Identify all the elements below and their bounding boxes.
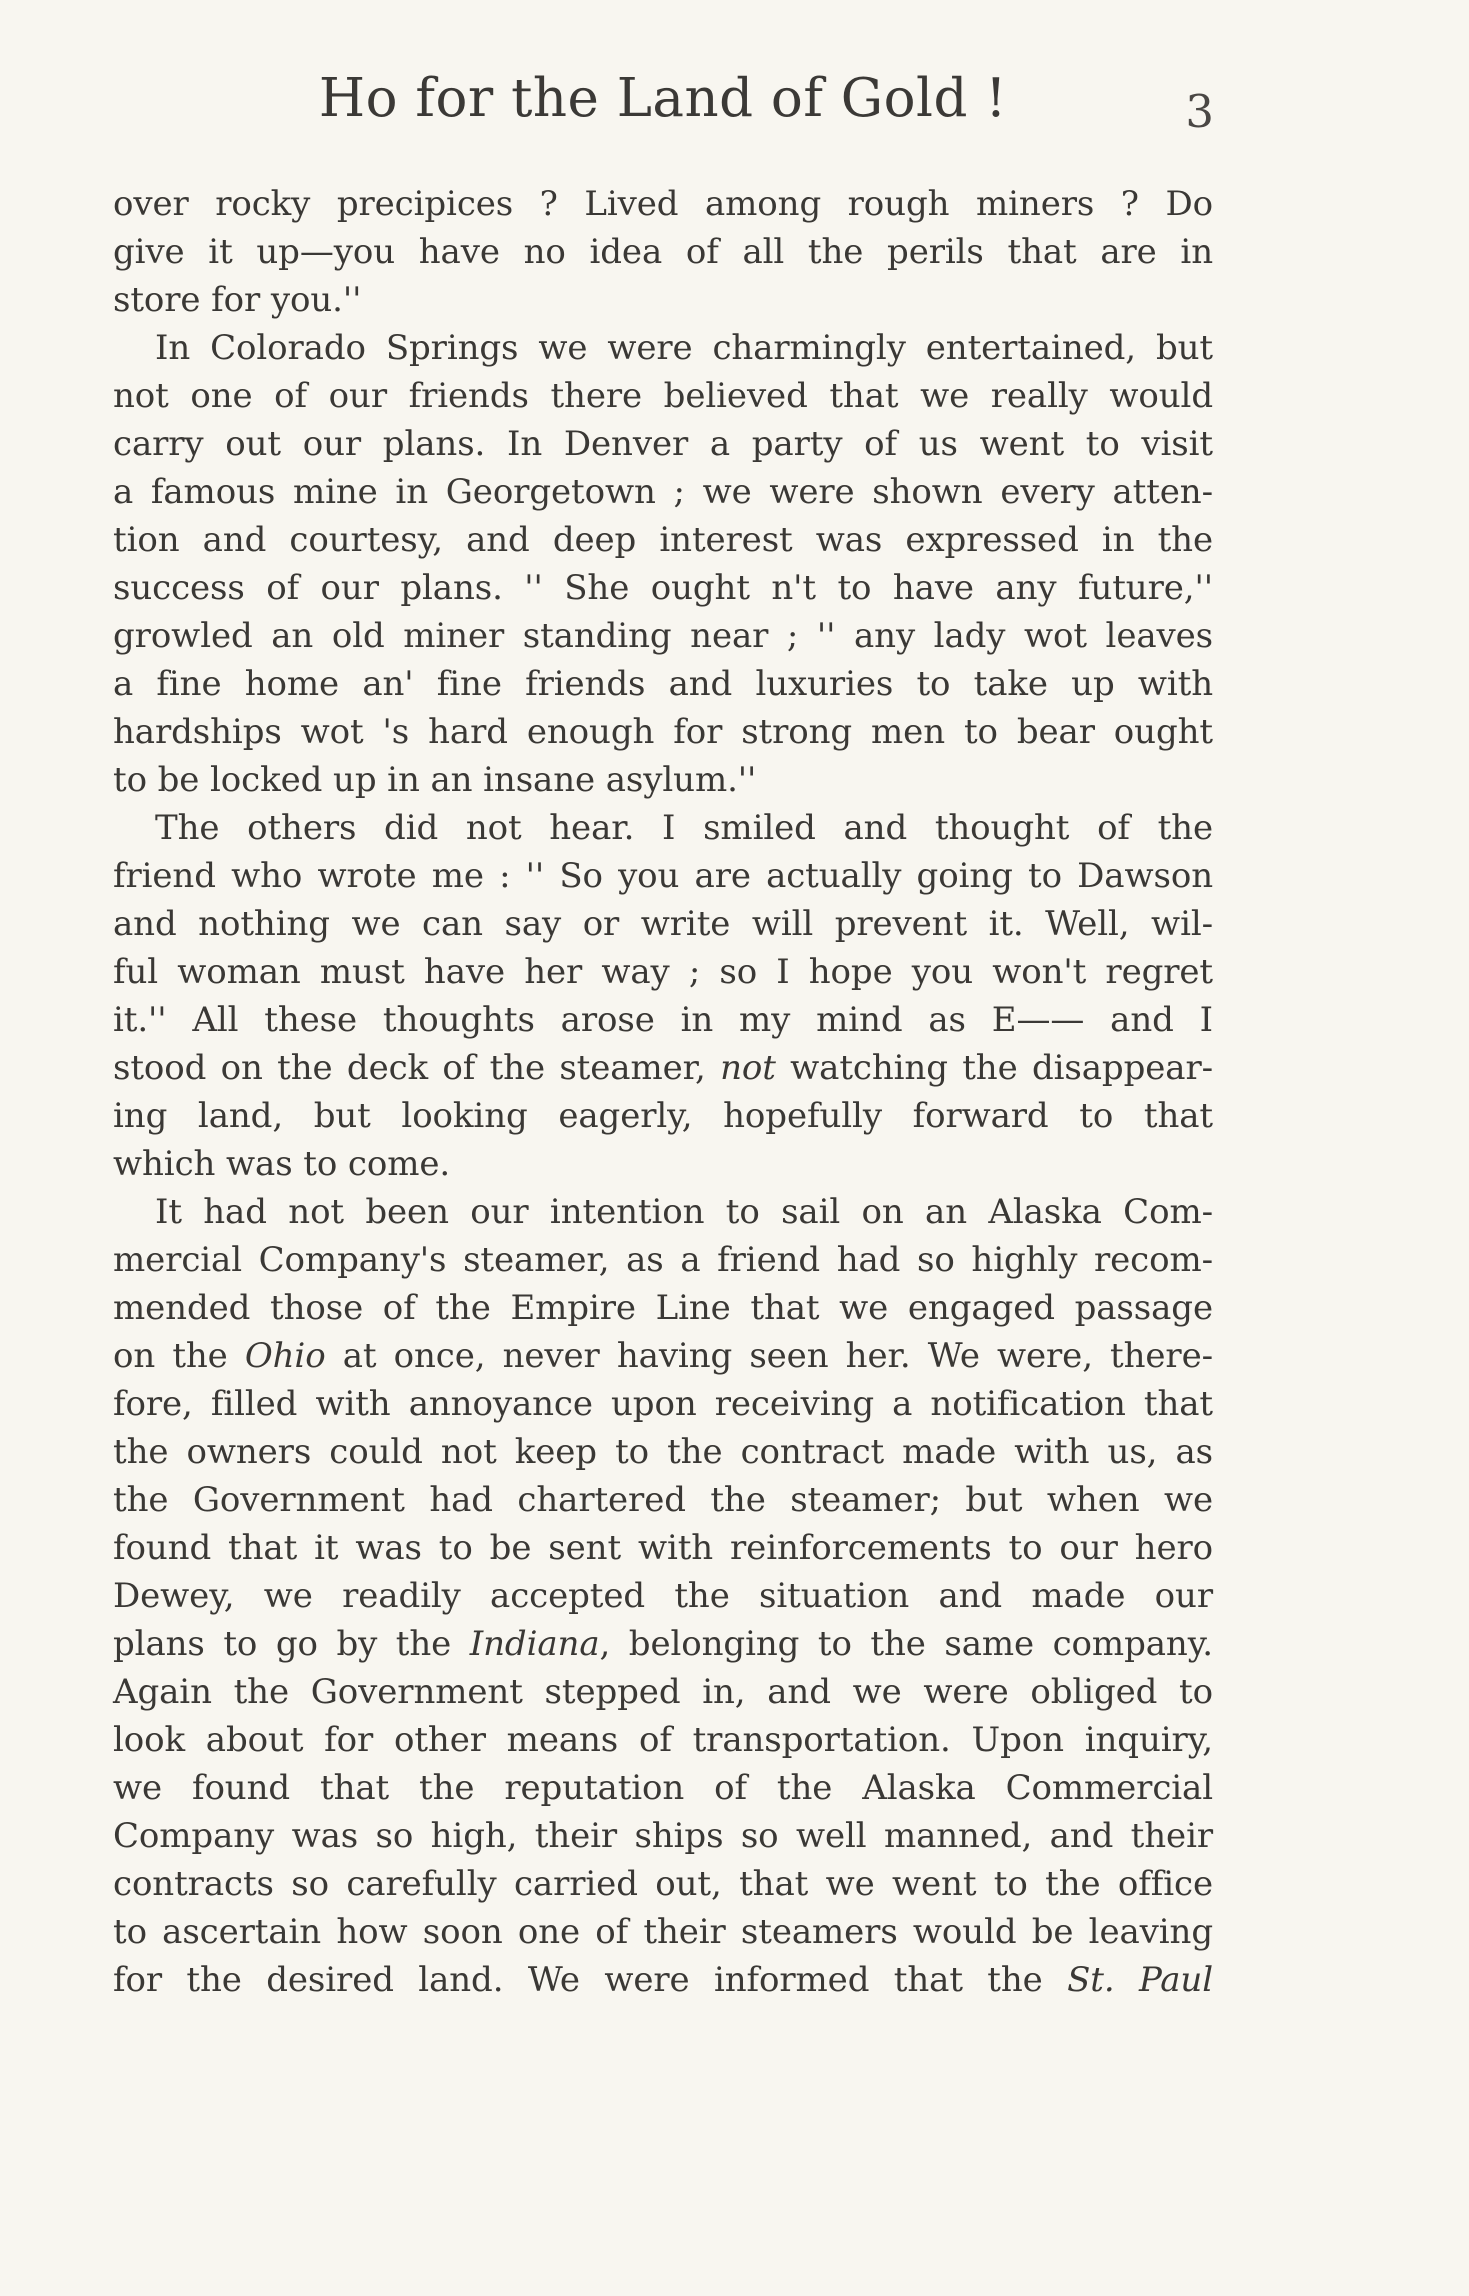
line-text: hardships wot 's hard enough for strong men to bear ought [113,712,1213,752]
text-line [113,1428,1213,1476]
line-text: stood on the deck of the steamer, [113,1048,721,1088]
line-text: and nothing we can say or write will prevent it. Well, wil- [113,904,1213,944]
line-text: give it up—you have no idea of all the perils that are in [113,232,1213,272]
text-line [113,1812,1213,1860]
text-line [113,804,1213,852]
line-text: it.'' All these thoughts arose in my mind as E—— and I [113,1000,1213,1040]
text-line [113,228,1213,276]
italic-text: Indiana [469,1624,600,1664]
text-line [113,1764,1213,1812]
line-text: on the [113,1336,245,1376]
line-text: ing land, but looking eagerly, hopefully forward to that [113,1096,1213,1136]
running-head [113,64,1214,138]
text-line [113,372,1213,420]
text-line [113,708,1213,756]
text-line [113,468,1213,516]
text-line [113,1956,1213,2004]
line-text: Company was so high, their ships so well manned, and their [113,1816,1213,1856]
text-line [113,1380,1213,1428]
line-text: found that it was to be sent with reinforcements to our hero [113,1528,1213,1568]
text-line [113,1908,1213,1956]
line-text: The others did not hear. I smiled and thought of the [155,808,1213,848]
text-line [113,1572,1213,1620]
line-text: we found that the reputation of the Alaska Commercial [113,1768,1213,1808]
text-line [113,756,1213,804]
line-text: a fine home an' fine friends and luxuries to take up with [113,664,1213,704]
text-line [113,660,1213,708]
line-text: contracts so carefully carried out, that we went to the office [113,1864,1213,1904]
text-line [113,852,1213,900]
text-line [113,1140,1213,1188]
line-text: fore, filled with annoyance upon receiving a notification that [113,1384,1213,1424]
line-text: Again the Government stepped in, and we were obliged to [113,1672,1213,1712]
italic-text: Ohio [244,1336,326,1376]
text-line [113,996,1213,1044]
text-line [113,516,1213,564]
text-line [113,1620,1213,1668]
italic-text: not [720,1048,776,1088]
line-text: mercial Company's steamer, as a friend had so highly recom- [113,1240,1213,1280]
text-line [113,324,1213,372]
body-text [113,180,1213,2004]
line-text: look about for other means of transportation. Upon inquiry, [113,1720,1213,1760]
line-text: In Colorado Springs we were charmingly entertained, but [155,328,1213,368]
line-text: success of our plans. '' She ought n't to have any future,'' [113,568,1213,608]
text-line [113,1044,1213,1092]
line-text: to ascertain how soon one of their steamers would be leaving [113,1912,1213,1952]
text-line [113,1332,1213,1380]
line-text: watching the disappear- [775,1048,1213,1088]
line-text: growled an old miner standing near ; '' any lady wot leaves [113,616,1213,656]
italic-text: St. Paul [1067,1960,1213,2000]
line-text: over rocky precipices ? Lived among rough miners ? Do [113,184,1213,224]
line-text: It had not been our intention to sail on an Alaska Com- [155,1192,1213,1232]
line-text: tion and courtesy, and deep interest was expressed in the [113,520,1213,560]
line-text: plans to go by the [113,1624,470,1664]
line-text: friend who wrote me : '' So you are actually going to Dawson [113,856,1213,896]
line-text: carry out our plans. In Denver a party of us went to visit [113,424,1213,464]
text-line [113,900,1213,948]
text-line [113,1668,1213,1716]
page-number: 3 [1185,85,1214,138]
text-line [113,180,1213,228]
text-line [113,1476,1213,1524]
line-text: store for you.'' [113,280,362,320]
line-text: a famous mine in Georgetown ; we were shown every atten- [113,472,1213,512]
text-line [113,1860,1213,1908]
text-line [113,564,1213,612]
line-text: which was to come. [113,1144,451,1184]
line-text: at once, never having seen her. We were, there- [325,1336,1213,1376]
line-text: , belonging to the same company. [599,1624,1214,1664]
text-line [113,1284,1213,1332]
running-title: Ho for the Land of Gold ! [318,68,1008,129]
text-line [113,612,1213,660]
line-text: the Government had chartered the steamer; but when we [113,1480,1213,1520]
text-line [113,948,1213,996]
text-line [113,420,1213,468]
text-line [113,1092,1213,1140]
text-line [113,1188,1213,1236]
line-text: not one of our friends there believed that we really would [113,376,1213,416]
text-line [113,1236,1213,1284]
text-line [113,1716,1213,1764]
line-text: mended those of the Empire Line that we engaged passage [113,1288,1213,1328]
line-text: the owners could not keep to the contract made with us, as [113,1432,1213,1472]
text-line [113,276,1213,324]
text-line [113,1524,1213,1572]
line-text: for the desired land. We were informed that the [113,1960,1068,2000]
line-text: to be locked up in an insane asylum.'' [113,760,757,800]
book-page [113,64,1213,2264]
line-text: Dewey, we readily accepted the situation and made our [113,1576,1213,1616]
line-text: ful woman must have her way ; so I hope you won't regret [113,952,1213,992]
